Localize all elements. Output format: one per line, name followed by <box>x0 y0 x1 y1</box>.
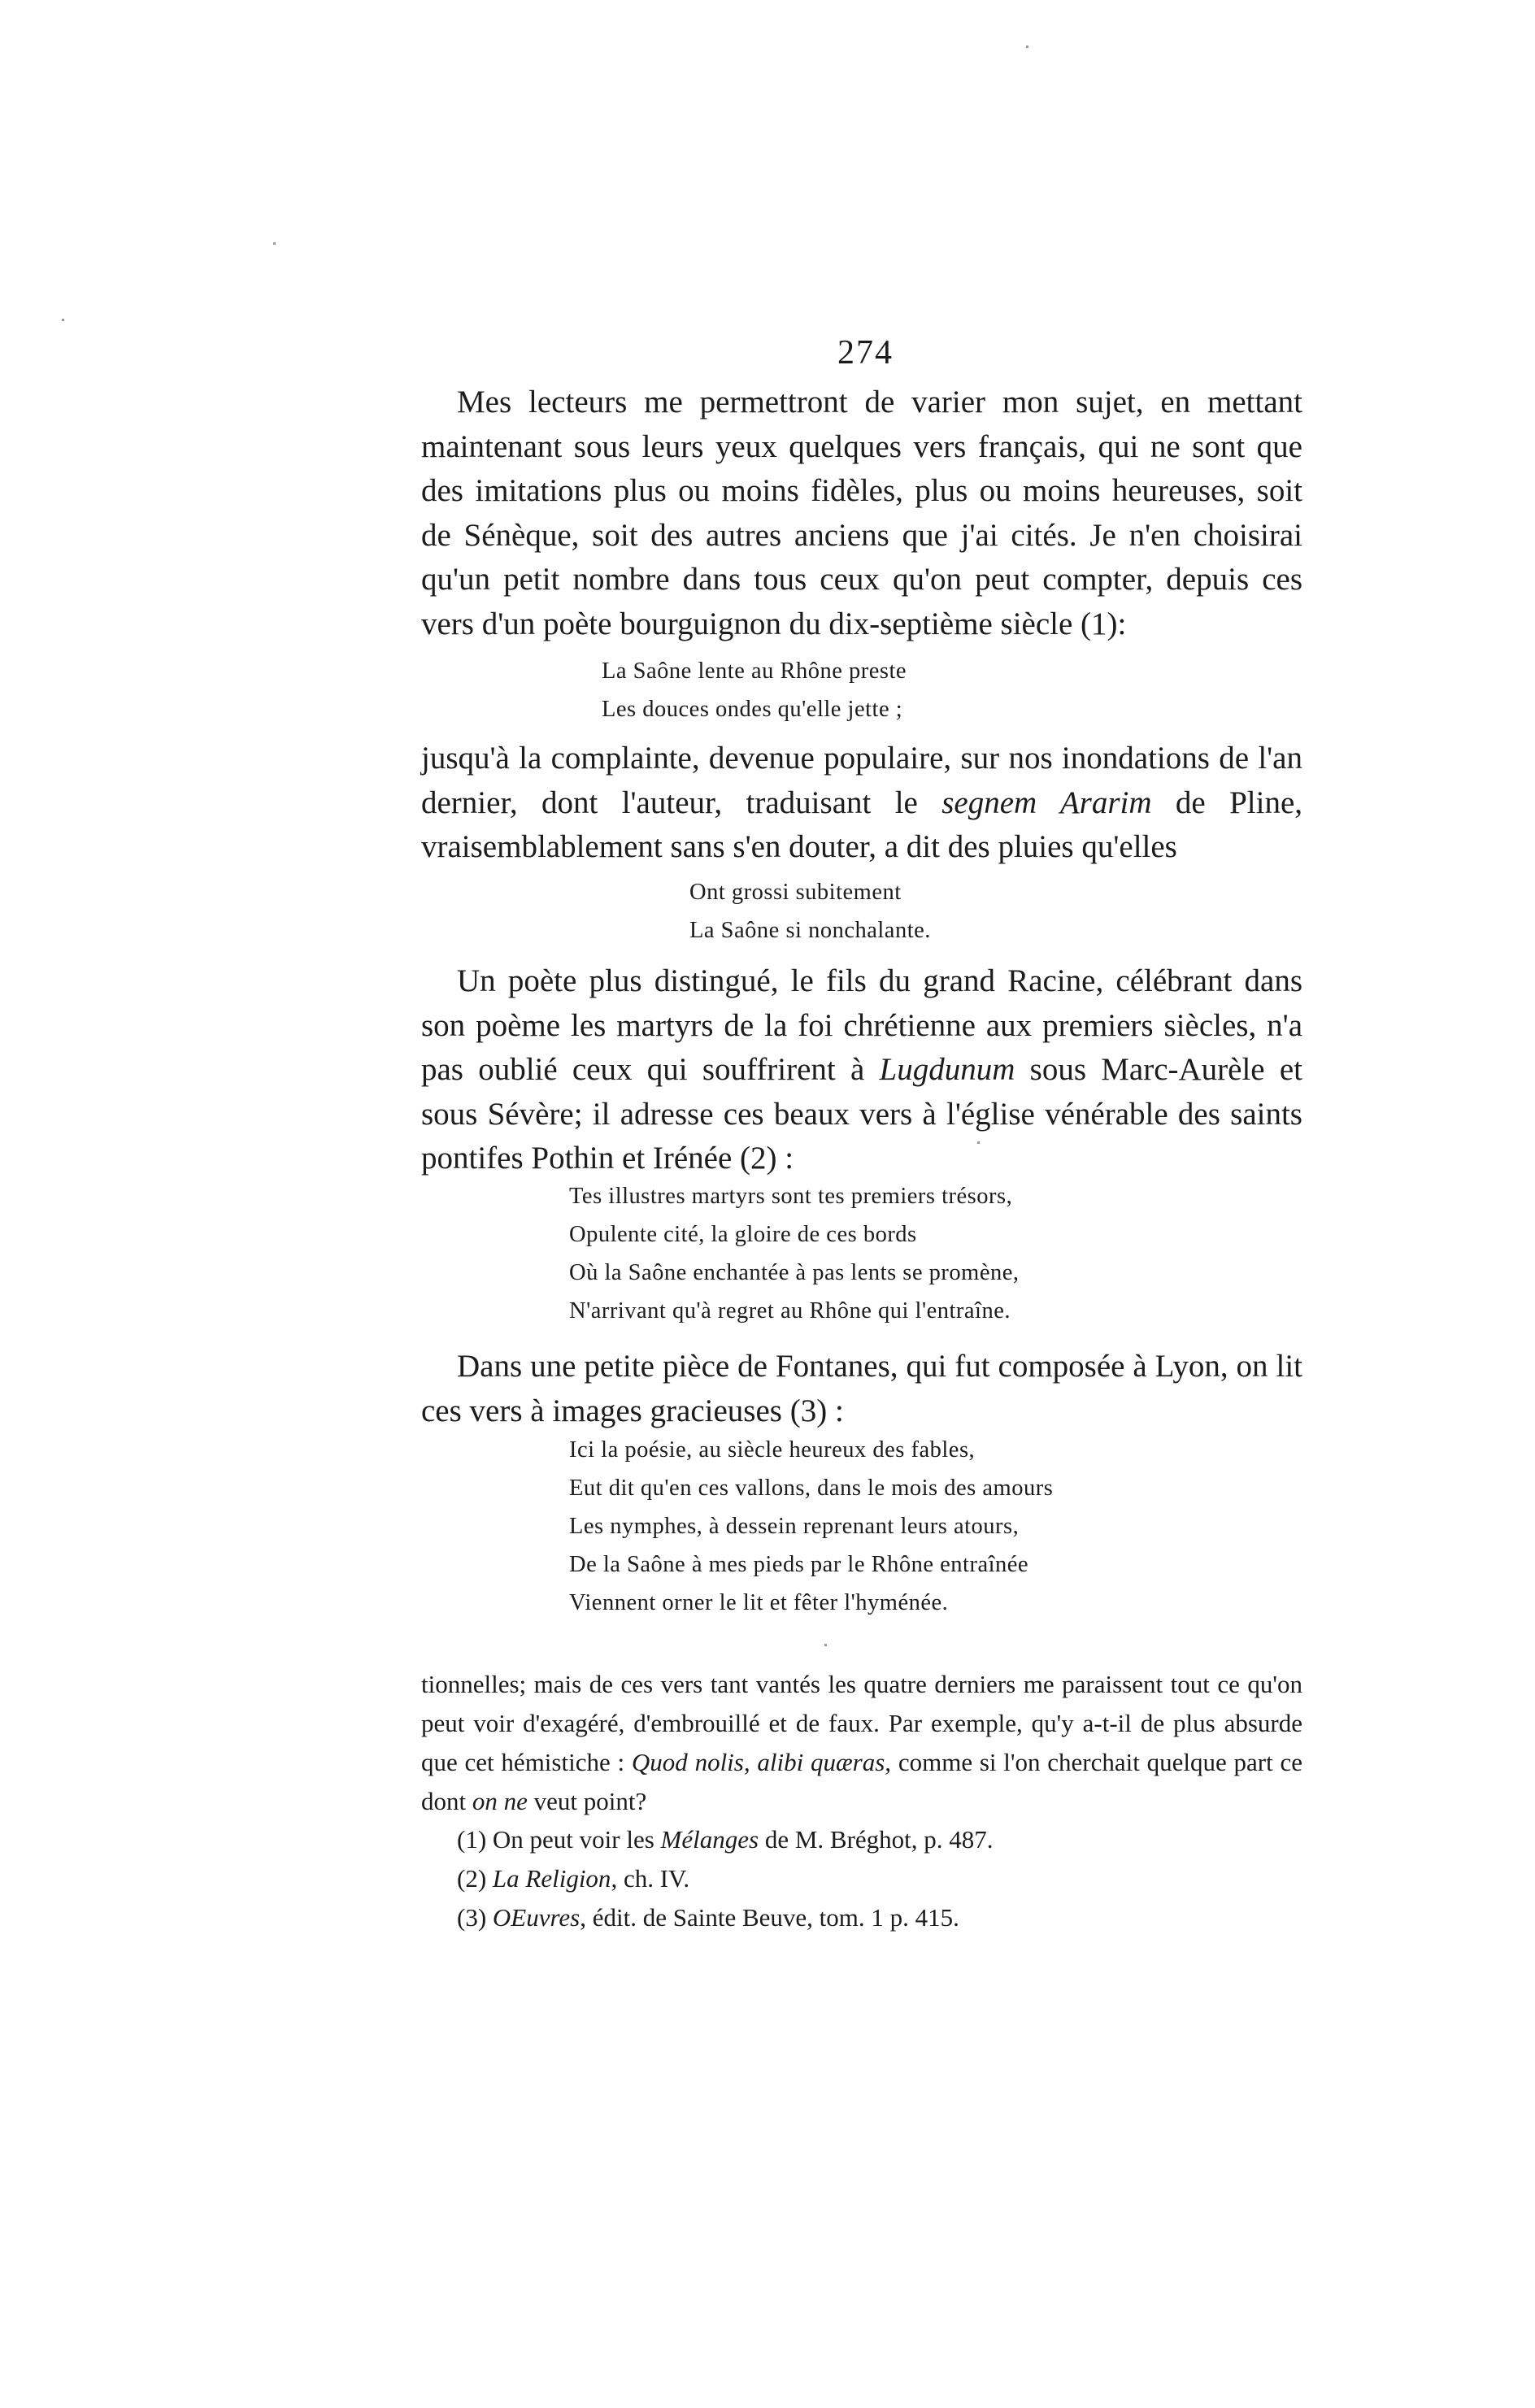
footnote-title: OEuvres <box>492 1903 581 1932</box>
verse-line: Eut dit qu'en ces vallons, dans le mois des amours <box>569 1476 1054 1501</box>
verse-line: La Saône lente au Rhône preste <box>602 659 907 684</box>
footnote-number: (3) <box>457 1903 487 1932</box>
verse-line: N'arrivant qu'à regret au Rhône qui l'entraîne. <box>569 1298 1011 1324</box>
latin-place-name: Lugdunum <box>879 1052 1015 1088</box>
paper-speck <box>62 319 64 321</box>
paragraph-text: Un poète plus distingué, le fils du grand Racine, célébrant dans son poème les martyrs de la foi chrétienne aux premiers siècles, n'a pas oublié ceux qui souffrirent à <box>421 963 1302 1088</box>
footnote-text: , ch. IV. <box>611 1864 690 1893</box>
verse-line: La Saône si nonchalante. <box>689 918 931 943</box>
paragraph-text: jusqu'à la complainte, devenue populaire, sur nos inondations de l'an dernier, dont l'auteur, traduisant le <box>421 741 1302 820</box>
footnote-number: (1) <box>457 1825 487 1854</box>
note-text: veut point? <box>533 1787 647 1815</box>
paper-speck <box>977 1141 980 1144</box>
footnote-2 <box>457 1860 689 1897</box>
verse-line: Ici la poésie, au siècle heureux des fables, <box>569 1437 976 1463</box>
note-text: tionnelles; mais de ces vers tant vantés les quatre derniers me paraissent tout ce qu'on peut voir d'exagéré, d'embrouillé et de faux. Par exemple, qu'y a-t-il de plus absurde que cet hémistiche : <box>421 1670 1302 1776</box>
latin-quote: Quod nolis, alibi quæras, <box>631 1748 892 1776</box>
verse-line: Viennent orner le lit et fêter l'hyménée. <box>569 1590 949 1615</box>
footnote-title: Mélanges <box>660 1825 759 1854</box>
paper-speck <box>824 1644 827 1646</box>
footnote-number: (2) <box>457 1864 487 1893</box>
note-text: comme si l'on cherchait quelque part ce dont <box>421 1748 1303 1815</box>
paragraph-text: de Pline, vraisemblablement sans s'en douter, a dit des pluies qu'elles <box>421 785 1303 865</box>
note-continuation <box>421 1665 1302 1821</box>
footnote-text: On peut voir les <box>492 1825 654 1854</box>
verse-bourguignon <box>602 652 907 728</box>
paragraph-racine <box>421 959 1302 1181</box>
page-number: 274 <box>837 334 894 372</box>
footnote-3 <box>457 1899 959 1936</box>
verse-line: Les douces ondes qu'elle jette ; <box>602 697 903 722</box>
footnote-text: , édit. de Sainte Beuve, tom. 1 p. 415. <box>580 1903 959 1932</box>
footnote-title: La Religion <box>492 1864 611 1893</box>
footnote-text: de M. Bréghot, p. 487. <box>764 1825 994 1854</box>
verse-line: De la Saône à mes pieds par le Rhône entraînée <box>569 1552 1029 1577</box>
verse-fontanes <box>569 1431 1053 1622</box>
paper-speck <box>273 242 276 245</box>
latin-phrase: segnem Ararim <box>941 785 1152 820</box>
verse-line: Ont grossi subitement <box>689 880 902 905</box>
verse-line: Où la Saône enchantée à pas lents se promène, <box>569 1260 1020 1285</box>
paragraph-intro: Mes lecteurs me permettront de varier mon sujet, en mettant maintenant sous leurs yeux quelques vers français, qui ne sont que des imitations plus ou moins fidèles, plus ou moins heureuses, soit de Sénèque, soit des autres anciens que j'ai cités. Je n'en choisirai qu'un petit nombre dans tous ceux qu'on peut compter, depuis ces vers d'un poète bourguignon du dix-septième siècle (1): <box>421 385 1302 641</box>
verse-complainte <box>689 873 931 950</box>
verse-racine <box>569 1177 1020 1330</box>
paragraph-text: sous Marc-Aurèle et sous Sévère; il adresse ces beaux vers à l'église vénérable des saints pontifes Pothin et Irénée (2) : <box>421 1052 1302 1176</box>
verse-line: Tes illustres martyrs sont tes premiers trésors, <box>569 1184 1013 1209</box>
verse-line: Opulente cité, la gloire de ces bords <box>569 1222 917 1247</box>
paper-speck <box>1026 46 1028 48</box>
paragraph-complainte <box>421 737 1302 870</box>
footnote-1 <box>457 1821 994 1858</box>
paragraph-fontanes: Dans une petite pièce de Fontanes, qui fut composée à Lyon, on lit ces vers à images gracieuses (3) : <box>421 1349 1302 1428</box>
note-italic: on ne <box>472 1787 528 1815</box>
verse-line: Les nymphes, à dessein reprenant leurs atours, <box>569 1514 1020 1539</box>
